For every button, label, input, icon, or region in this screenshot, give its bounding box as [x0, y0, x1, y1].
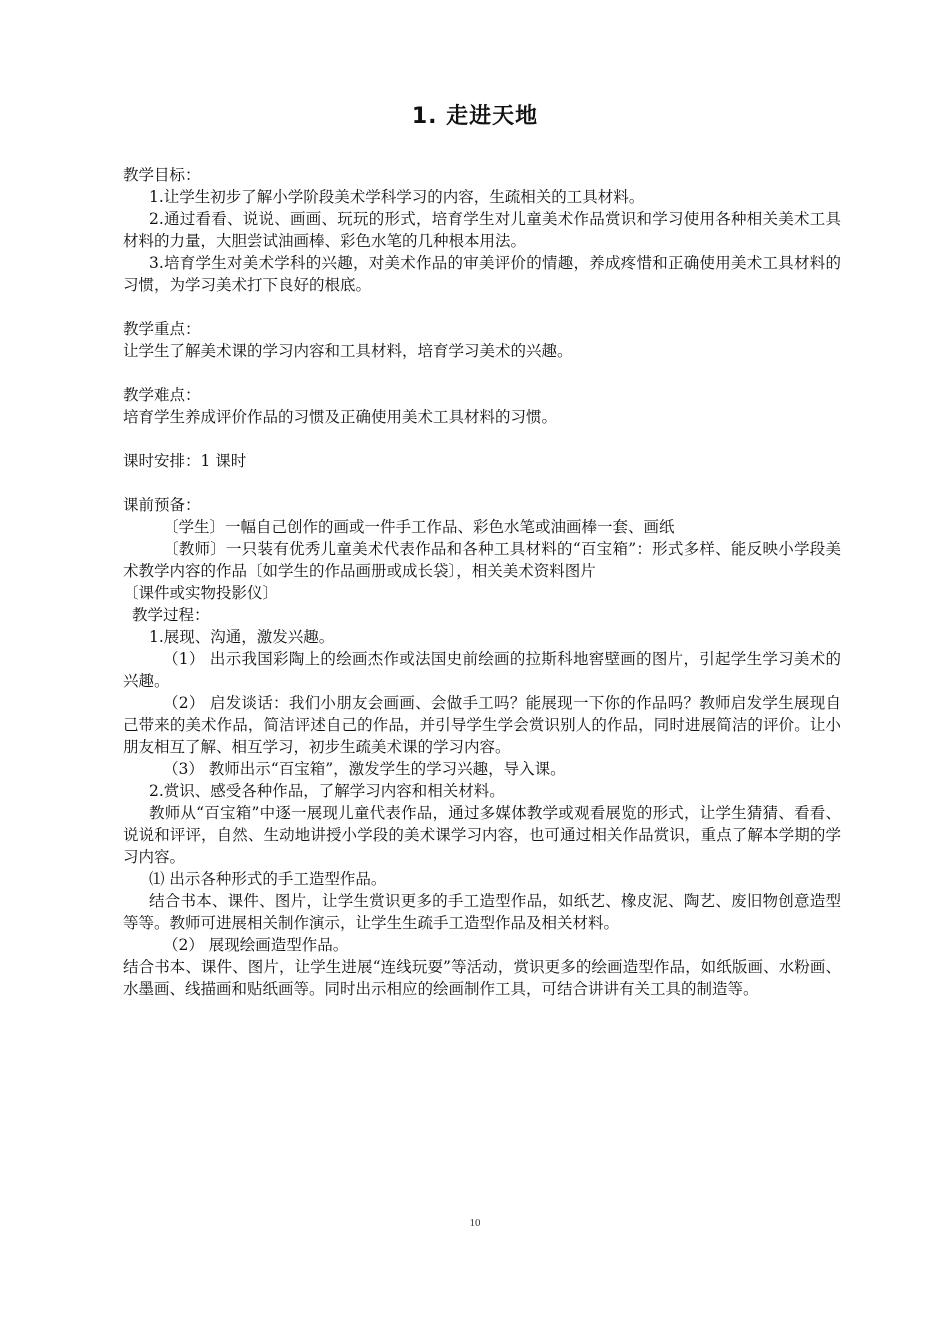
step-1-item-1: （1） 出示我国彩陶上的绘画杰作或法国史前绘画的拉斯科地窖壁画的图片，引起学生学习美术的兴趣。 [123, 650, 841, 690]
preparation-student: 〔学生〕一幅自己创作的画或一件手工作品、彩色水笔或油画棒一套、画纸 [163, 518, 675, 536]
difficulty-text: 培育学生养成评价作品的习惯及正确使用美术工具材料的习惯。 [123, 408, 558, 426]
preparation-device: 〔课件或实物投影仪〕 [123, 584, 279, 602]
step-2: 2.赏识、感受各种作品，了解学习内容和相关材料。 [149, 782, 505, 800]
class-schedule: 课时安排：1 课时 [123, 452, 247, 470]
step-2-item-2-text: 结合书本、课件、图片，让学生进展“连线玩耍”等活动，赏识更多的绘画造型作品，如纸版画、水粉画、水墨画、线描画和贴纸画等。同时出示相应的绘画制作工具，可结合讲讲有关工具的制造等。 [123, 958, 841, 998]
step-1: 1.展现、沟通，激发兴趣。 [149, 628, 335, 646]
spacer [123, 362, 841, 384]
key-points-text: 让学生了解美术课的学习内容和工具材料，培育学习美术的兴趣。 [123, 342, 573, 360]
step-2-item-2: （2） 展现绘画造型作品。 [163, 936, 349, 954]
preparation-heading: 课前预备： [123, 496, 201, 514]
difficulty-heading: 教学难点： [123, 386, 201, 404]
step-1-item-2: （2） 启发谈话：我们小朋友会画画、会做手工吗？能展现一下你的作品吗？教师启发学生展现自己带来的美术作品，简洁评述自己的作品，并引导学生学会赏识别人的作品，同时进展简洁的评价。让小朋友相互了解、相互学习，初步生疏美术课的学习内容。 [123, 694, 841, 756]
document-body [123, 164, 841, 1000]
spacer [123, 428, 841, 450]
spacer [123, 296, 841, 318]
process-heading: 教学过程： [132, 606, 210, 624]
preparation-teacher: 〔教师〕一只装有优秀儿童美术代表作品和各种工具材料的“百宝箱”：形式多样、能反映小学段美术教学内容的作品〔如学生的作品画册或成长袋〕，相关美术资料图片 [123, 540, 841, 580]
spacer [123, 472, 841, 494]
objective-3: 3.培育学生对美术学科的兴趣，对美术作品的审美评价的情趣，养成疼惜和正确使用美术工具材料的习惯，为学习美术打下良好的根底。 [123, 254, 841, 294]
step-2-item-1: ⑴ 出示各种形式的手工造型作品。 [149, 870, 387, 888]
key-points-heading: 教学重点： [123, 320, 201, 338]
document-title: 1. 走进天地 [411, 104, 539, 129]
step-2-item-1-text: 结合书本、课件、图片，让学生赏识更多的手工造型作品，如纸艺、橡皮泥、陶艺、废旧物创意造型等等。教师可进展相关制作演示，让学生生疏手工造型作品及相关材料。 [123, 892, 841, 932]
objectives-heading: 教学目标： [123, 166, 201, 184]
objective-1: 1.让学生初步了解小学阶段美术学科学习的内容，生疏相关的工具材料。 [149, 188, 645, 206]
step-1-item-3: （3） 教师出示“百宝箱”，激发学生的学习兴趣，导入课。 [163, 760, 566, 778]
objective-2: 2.通过看看、说说、画画、玩玩的形式，培育学生对儿童美术作品赏识和学习使用各种相关美术工具材料的力量，大胆尝试油画棒、彩色水笔的几种根本用法。 [123, 210, 841, 250]
page-number: 10 [469, 1217, 481, 1229]
step-2-intro: 教师从“百宝箱”中逐一展现儿童代表作品，通过多媒体教学或观看展览的形式，让学生猜猜、看看、说说和评评，自然、生动地讲授小学段的美术课学习内容，也可通过相关作品赏识，重点了解本学期的学习内容。 [123, 804, 841, 866]
